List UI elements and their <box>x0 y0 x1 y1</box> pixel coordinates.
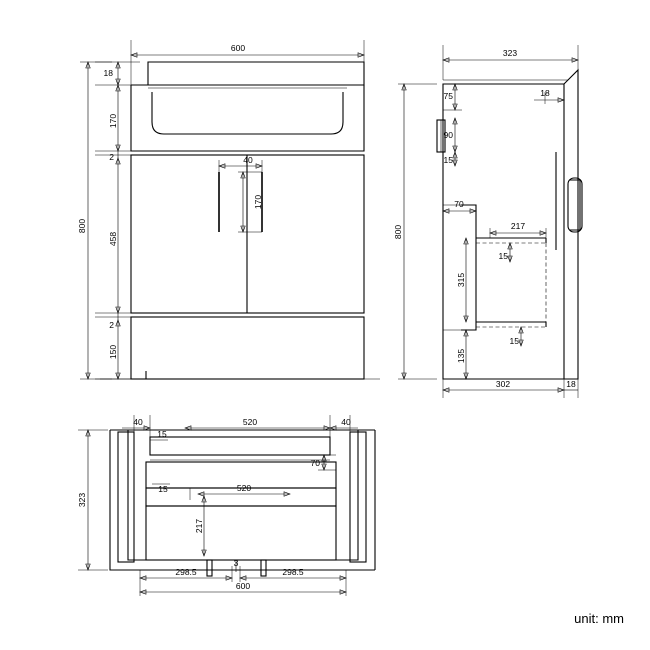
dim-plan-half-width-right: 298.5 <box>282 567 304 577</box>
dim-plan-offset-upper: 15 <box>157 429 167 439</box>
dim-front-gap-top: 2 <box>109 152 114 162</box>
dim-front-overall-height: 800 <box>77 218 87 234</box>
dim-plan-center-gap: 3 <box>233 558 239 568</box>
dim-side-lower-height: 135 <box>456 348 466 364</box>
front-elevation-view <box>77 40 380 379</box>
dim-plan-half-width-left: 298.5 <box>175 567 197 577</box>
dim-plan-inner-width-mid: 520 <box>236 483 252 493</box>
plan-view <box>77 415 375 596</box>
unit-note: unit: mm <box>574 611 624 626</box>
dim-plan-right-return: 40 <box>341 417 351 427</box>
dim-plan-shelf-inner: 217 <box>194 518 204 534</box>
dim-front-door-height: 458 <box>108 231 118 247</box>
dim-plan-offset-lower: 15 <box>158 484 168 494</box>
dim-front-top-gap: 18 <box>103 68 113 78</box>
dim-front-gap-bottom: 2 <box>109 320 114 330</box>
dim-front-width: 600 <box>230 43 246 53</box>
dim-side-shelf-gap-upper: 15 <box>498 251 508 261</box>
dim-side-front-panel: 18 <box>540 88 550 98</box>
dim-plan-shelf-depth: 70 <box>310 458 320 468</box>
dim-side-carcass-depth: 302 <box>495 379 511 389</box>
side-elevation-view <box>393 45 582 398</box>
dim-side-door-thickness: 18 <box>566 379 576 389</box>
dim-side-shelf-offset: 70 <box>454 199 464 209</box>
dim-front-handle-length: 170 <box>253 194 263 210</box>
dim-plan-overall-width: 600 <box>235 581 251 591</box>
dim-side-shelf-depth: 217 <box>510 221 526 231</box>
dim-plan-side-depth: 323 <box>77 492 87 508</box>
dim-front-basin-height: 170 <box>108 113 118 129</box>
dim-side-top-back-offset: 75 <box>443 91 453 101</box>
dim-side-internal-height: 315 <box>456 272 466 288</box>
dim-side-bracket-height: 90 <box>443 130 453 140</box>
dim-side-depth: 323 <box>502 48 518 58</box>
dim-side-overall-height: 800 <box>393 224 403 240</box>
dim-front-plinth-height: 150 <box>108 344 118 360</box>
dim-side-bracket-lower: 15 <box>443 155 453 165</box>
dim-side-shelf-gap-lower: 15 <box>509 336 519 346</box>
dim-front-handle-offset: 40 <box>243 155 253 165</box>
dim-plan-inner-width-top: 520 <box>242 417 258 427</box>
dim-plan-left-return: 40 <box>133 417 143 427</box>
